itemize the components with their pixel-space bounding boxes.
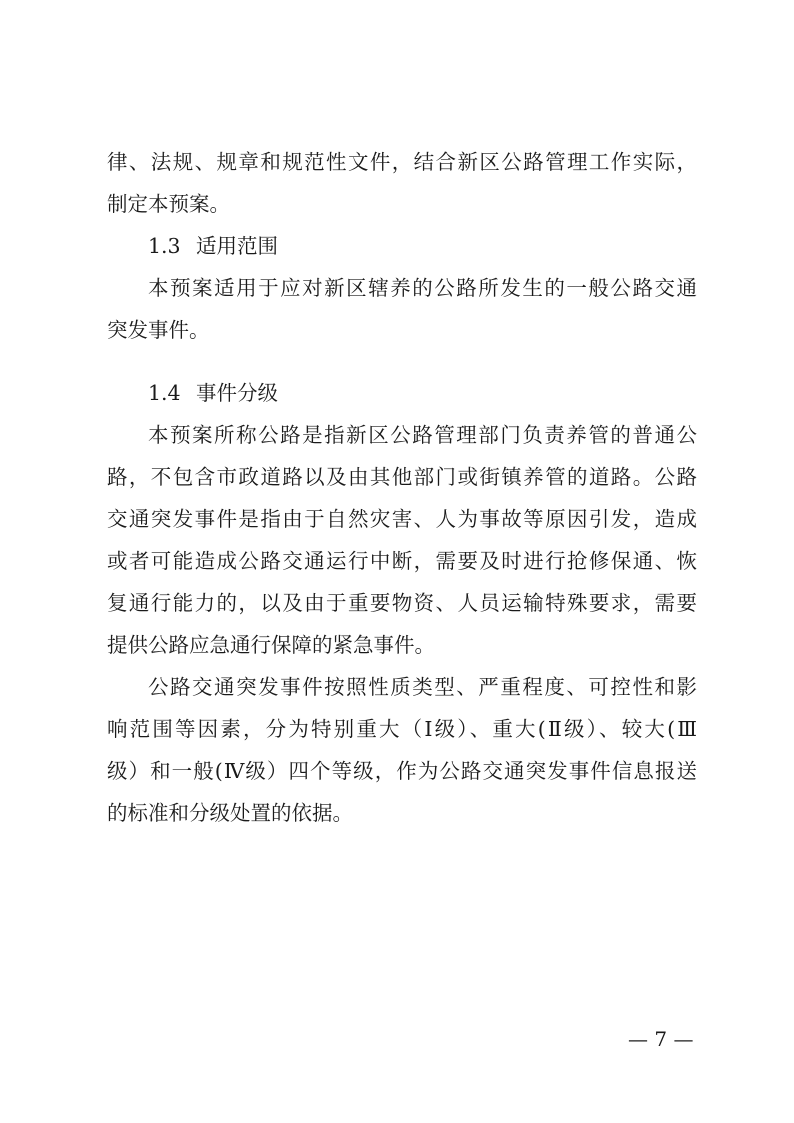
section-heading-1-3 (107, 225, 697, 267)
section-number: 1.3 (148, 234, 181, 258)
body-text (107, 141, 697, 834)
text-line: 响范围等因素，分为特别重大（Ⅰ级）、重大(Ⅱ级）、较大(Ⅲ (107, 717, 697, 741)
text-line: 律、法规、规章和规范性文件，结合新区公路管理工作实际， (107, 150, 697, 174)
text-line: 交通突发事件是指由于自然灾害、人为事故等原因引发，造成 (107, 507, 697, 531)
text-line: 本预案所称公路是指新区公路管理部门负责养管的普通公 (148, 423, 697, 447)
text-line: 提供公路应急通行保障的紧急事件。 (107, 633, 435, 657)
text-line: 或者可能造成公路交通运行中断，需要及时进行抢修保通、恢 (107, 549, 697, 573)
page-number: — 7 — (628, 1027, 694, 1051)
text-line: 公路交通突发事件按照性质类型、严重程度、可控性和影 (148, 675, 697, 699)
section-heading-1-4 (107, 372, 697, 414)
section-title: 事件分级 (196, 381, 278, 405)
text-line: 制定本预案。 (107, 192, 230, 216)
text-line: 本预案适用于应对新区辖养的公路所发生的一般公路交通 (148, 276, 697, 300)
paragraph-definition (107, 414, 697, 666)
section-title: 适用范围 (196, 234, 278, 258)
section-number: 1.4 (148, 381, 181, 405)
paragraph-scope (107, 267, 697, 351)
text-line: 复通行能力的，以及由于重要物资、人员运输特殊要求，需要 (107, 591, 697, 615)
text-line: 级）和一般(Ⅳ级）四个等级，作为公路交通突发事件信息报送 (107, 759, 697, 783)
text-line: 路，不包含市政道路以及由其他部门或街镇养管的道路。公路 (107, 465, 697, 489)
paragraph-intro-continuation (107, 141, 697, 225)
paragraph-classification (107, 666, 697, 834)
text-line: 突发事件。 (107, 318, 210, 342)
text-line: 的标准和分级处置的依据。 (107, 801, 353, 825)
